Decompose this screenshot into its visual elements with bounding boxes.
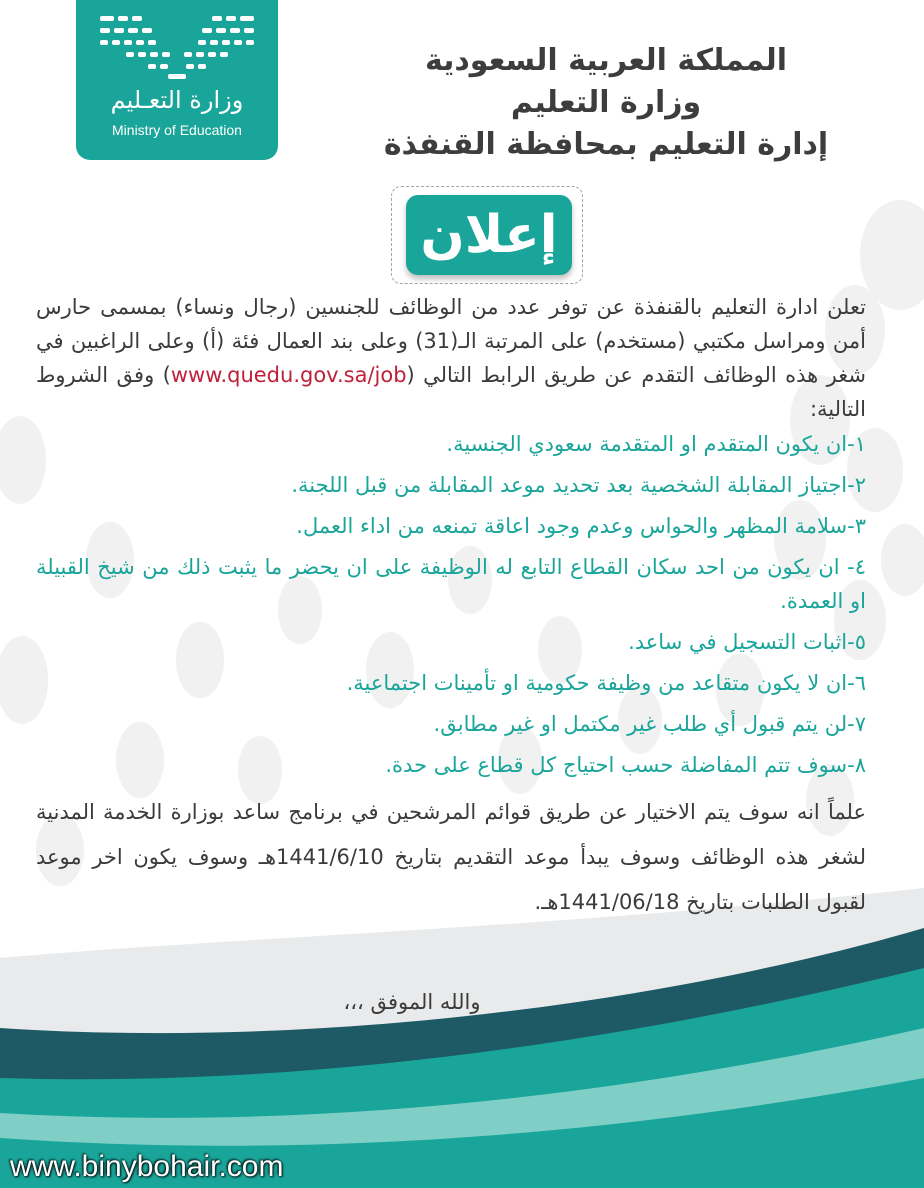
condition-item: ١-ان يكون المتقدم او المتقدمة سعودي الجنسية.: [446, 432, 866, 456]
closing-line: والله الموفق ،،،: [343, 990, 481, 1014]
note-paragraph: علماً انه سوف يتم الاختيار عن طريق قوائم المرشحين في برنامج ساعد بوزارة الخدمة المدنية لشغر هذه الوظائف وسوف يبدأ موعد التقديم بتاريخ 1441/6/10هـ وسوف يكون اخر موعد لقبول الطلبات بتاريخ 1441/06/18هـ.: [36, 800, 866, 914]
announcement-title: إعلان: [406, 195, 572, 275]
title-frame: [391, 186, 583, 284]
condition-item: ٧-لن يتم قبول أي طلب غير مكتمل او غير مطابق.: [433, 712, 866, 736]
condition-item: ٤- ان يكون من احد سكان القطاع التابع له الوظيفة على ان يحضر ما يثبت ذلك من شيخ القبيلة او العمدة.: [36, 555, 866, 613]
intro-text: تعلن ادارة التعليم بالقنفذة عن توفر عدد من الوظائف للجنسين (رجال ونساء) بمسمى حارس أمن ومراسل مكتبي (مستخدم) على المرتبة الـ(31) وعلى بند العمال فئة (أ) وعلى الراغبين في شغر هذه الوظائف التقدم عن طريق الرابط التالي (: [36, 295, 866, 387]
condition-item: ٣-سلامة المظهر والحواس وعدم وجود اعاقة تمنعه من اداء العمل.: [296, 514, 866, 538]
header-ministry: وزارة التعليم: [510, 85, 702, 120]
header-department: إدارة التعليم بمحافظة القنفذة: [383, 127, 829, 162]
intro-paragraph: [36, 290, 866, 426]
letterhead: [366, 40, 846, 166]
announcement-body: [36, 290, 866, 925]
logo-english-name: Ministry of Education: [112, 122, 242, 138]
condition-item: ٥-اثبات التسجيل في ساعد.: [628, 630, 866, 654]
watermark: www.binybohair.com: [10, 1150, 284, 1183]
job-link[interactable]: www.quedu.gov.sa/job: [170, 363, 407, 387]
conditions-list: [36, 427, 866, 782]
header-country: المملكة العربية السعودية: [424, 43, 788, 78]
logo-arabic-name: وزارة التعـليم: [110, 86, 244, 114]
condition-item: ٢-اجتياز المقابلة الشخصية بعد تحديد موعد المقابلة من قبل اللجنة.: [291, 473, 866, 497]
condition-item: ٦-ان لا يكون متقاعد من وظيفة حكومية او تأمينات اجتماعية.: [346, 671, 866, 695]
ministry-logo: [76, 0, 278, 160]
logo-dots-icon: [96, 14, 258, 86]
footer-waves: [0, 888, 924, 1188]
condition-item: ٨-سوف تتم المفاضلة حسب احتياج كل قطاع على حدة.: [385, 753, 866, 777]
intro-text-end: ) وفق الشروط التالية:: [36, 363, 866, 421]
